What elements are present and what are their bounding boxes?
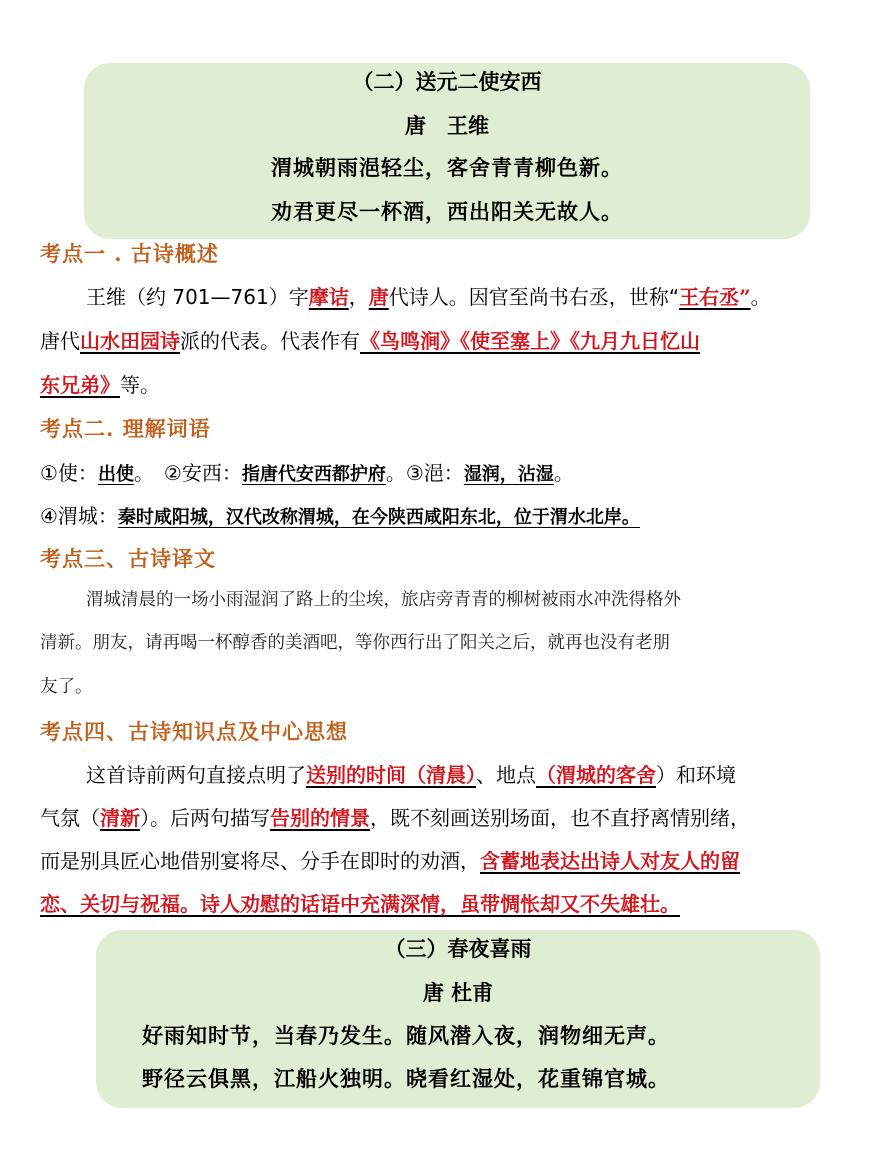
highlight: 东兄弟》: [40, 373, 120, 397]
central-idea-line-4: [40, 894, 680, 914]
text: 等。: [120, 373, 160, 397]
highlight: 《鸟鸣涧》《使至塞上》《九月九日忆山: [360, 329, 700, 353]
highlight: 清新: [100, 806, 140, 830]
overview-line-1: [40, 287, 771, 307]
poem-title: （三）春夜喜雨: [384, 936, 532, 961]
definition: 指唐代安西都护府: [241, 464, 386, 485]
text: ）和环境: [656, 763, 736, 787]
text: ，既不刻画送别场面，也不直抒离情别绪，: [370, 806, 750, 830]
highlight: 告别的情景: [270, 806, 370, 830]
highlight: 王右丞”: [679, 285, 751, 309]
text: 。③浥：: [385, 461, 464, 485]
definition: 秦时咸阳城，汉代改称渭城，在今陕西咸阳东北，位于渭水北岸。: [117, 507, 640, 528]
poem-line: 劝君更尽一杯酒，西出阳关无故人。: [271, 199, 623, 224]
highlight: 唐: [368, 285, 389, 309]
vocab-line-2: [40, 506, 640, 527]
section-heading-central-idea: 考点四、古诗知识点及中心思想: [40, 719, 348, 744]
poem-box-chun-ye-xi-yu: [96, 930, 820, 1108]
text: 、地点: [476, 763, 536, 787]
poem-author: 唐 杜甫: [422, 980, 494, 1005]
section-heading-vocabulary: 考点二. 理解词语: [40, 416, 211, 441]
text: ）。后两句描写: [140, 806, 270, 830]
section-heading-overview: 考点一 . 古诗概述: [40, 241, 219, 266]
text: 派的代表。代表作有: [180, 329, 360, 353]
poem-box-song-yuan-er: [84, 63, 810, 239]
text: 。: [553, 461, 574, 485]
highlight: （渭城的客舍: [536, 763, 656, 787]
central-idea-line-2: [40, 808, 750, 828]
highlight: 恋、关切与祝福。诗人劝慰的话语中充满深情，虽带惆怅却又不失雄壮。: [40, 892, 680, 916]
vocab-line-1: [40, 463, 574, 484]
text: 唐代: [40, 329, 80, 353]
poem-line: 好雨知时节，当春乃发生。随风潜入夜，润物细无声。: [142, 1023, 670, 1048]
text: 。: [750, 285, 771, 309]
definition: 出使: [97, 464, 134, 485]
central-idea-line-3: [40, 851, 740, 871]
text: ④渭城：: [40, 504, 118, 528]
highlight: 山水田园诗: [80, 329, 180, 353]
text: 气氛（: [40, 806, 100, 830]
poem-line: 野径云俱黑，江船火独明。晓看红湿处，花重锦官城。: [142, 1066, 670, 1091]
poem-line: 渭城朝雨浥轻尘，客舍青青柳色新。: [271, 155, 623, 180]
text: 代诗人。因官至尚书右丞，世称“: [388, 285, 680, 309]
text: 。 ②安西：: [133, 461, 242, 485]
translation-line: 清新。朋友，请再喝一杯醇香的美酒吧，等你西行出了阳关之后，就再也没有老朋: [40, 633, 670, 653]
translation-line: 友了。: [40, 677, 93, 697]
text: 而是别具匠心地借别宴将尽、分手在即时的劝酒，: [40, 849, 480, 873]
highlight: 摩诘: [308, 285, 349, 309]
highlight: 送别的时间（清晨）: [306, 763, 476, 787]
poem-author: 唐 王维: [405, 113, 489, 138]
translation-line: 渭城清晨的一场小雨湿润了路上的尘埃，旅店旁青青的柳树被雨水冲洗得格外: [86, 590, 681, 610]
central-idea-line-1: [40, 765, 736, 785]
definition: 湿润，沾湿: [463, 464, 554, 485]
text: 王维（约 701—761）字: [86, 285, 309, 309]
section-heading-translation: 考点三、古诗译文: [40, 546, 216, 571]
text: ①使：: [40, 461, 98, 485]
poem-title: （二）送元二使安西: [352, 69, 542, 94]
text: 这首诗前两句直接点明了: [86, 763, 306, 787]
text: ，: [348, 285, 369, 309]
overview-line-2: [40, 331, 700, 351]
highlight: 含蓄地表达出诗人对友人的留: [480, 849, 740, 873]
overview-line-3: [40, 375, 160, 395]
